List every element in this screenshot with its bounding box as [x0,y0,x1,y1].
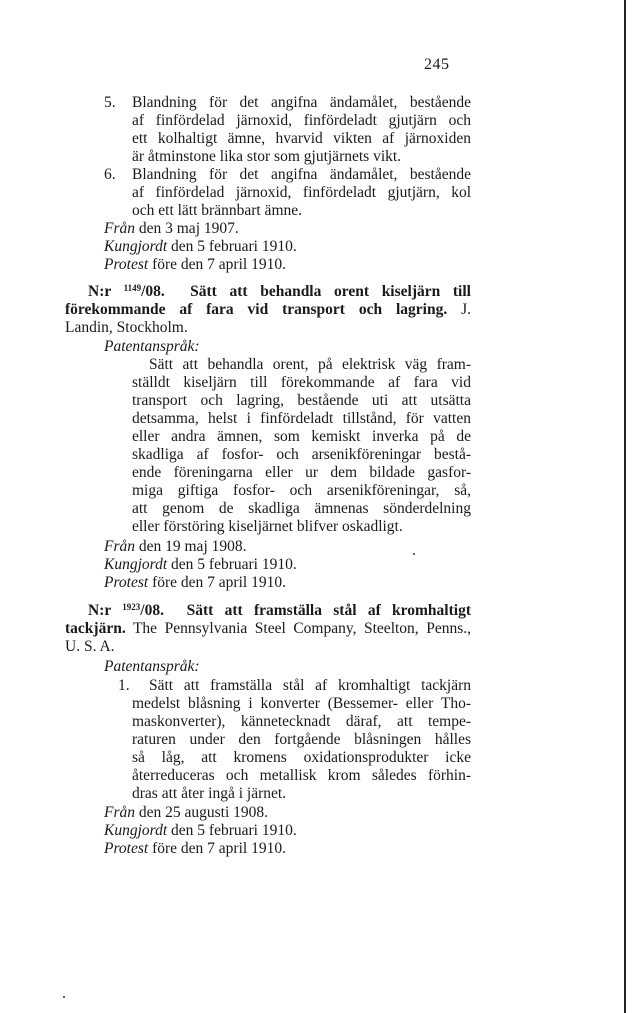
date-row-kungjordt [104,822,297,840]
date-row-fran [104,220,239,238]
date-label: Kungjordt [104,556,168,573]
claim-line: miga giftiga fosfor- och arsenikföreningar, så, [132,482,471,499]
date-row-fran [104,804,268,822]
patent-applicant: J. [461,301,472,318]
date-value: före den 7 april 1910. [152,574,286,591]
date-row-fran [104,538,247,556]
date-row-protest [104,256,286,274]
item-number: 6. [104,166,116,183]
claim-line: så låg, att kromens oxidationsprodukter icke [132,749,471,766]
ink-speck [413,553,415,555]
date-label: Kungjordt [104,822,168,839]
entry-heading-line-1 [88,283,471,301]
claim-line: eller förstöring kiseljärnet blifver oskadligt. [132,518,403,535]
claim-line: dras att åter ingå i järnet. [132,785,287,802]
item-line: ett kolhaltigt ämne, hvarvid vikten af järnoxiden [132,130,471,147]
ink-speck [63,996,65,998]
item-line: Blandning för det angifna ändamålet, bestående [132,166,471,183]
claim-line: Sätt att framställa stål af kromhaltigt tackjärn [149,677,471,694]
claim-line: detsamma, helst i finfördeladt tillstånd, för vatten [132,410,471,427]
date-label: Från [104,804,135,821]
patent-title: Sätt att framställa stål af kromhaltigt [186,602,471,619]
date-label: Protest [104,256,149,273]
date-label: Från [104,220,135,237]
item-line: och ett lätt brännbart ämne. [132,202,303,219]
page-number: 245 [424,56,450,73]
item-number: 5. [104,94,116,111]
date-label: Kungjordt [104,238,168,255]
patent-title: Sätt att behandla orent kiseljärn till [190,283,471,300]
claim-line: medelst blåsning i konverter (Bessemer- eller Tho- [132,695,471,712]
patent-applicant-continued: Landin, Stockholm. [65,319,188,336]
date-row-protest [104,574,286,592]
patent-title-continued: tackjärn. [65,620,126,637]
date-value: den 5 februari 1910. [171,556,297,573]
date-label: Protest [104,574,149,591]
claim-line: Sätt att behandla orent, på elektrisk väg fram- [149,356,471,373]
claim-line: att genom de skadliga ämnenas sönderdelning [132,500,471,517]
claim-line: maskonverter), kännetecknadt däraf, att tempe- [132,713,471,730]
date-value: den 5 februari 1910. [171,238,297,255]
date-value: den 5 februari 1910. [171,822,297,839]
claim-line: återreduceras och metallisk krom således förhin- [132,767,471,784]
date-value: före den 7 april 1910. [152,840,286,857]
item-line: af finfördelad järnoxid, finfördeladt gjutjärn och [132,112,471,129]
item-line: Blandning för det angifna ändamålet, bestående [132,94,471,111]
entry-heading-line-2 [65,620,471,638]
claim-heading: Patentanspråk: [104,658,200,675]
date-value: den 19 maj 1908. [138,538,247,555]
page-edge-line [624,0,626,1013]
date-value: före den 7 april 1910. [152,256,286,273]
patent-applicant-continued: U. S. A. [65,638,115,655]
date-value: den 25 augusti 1908. [138,804,269,821]
claim-line: transport och lagring, bestående uti att utsätta [132,392,471,409]
entry-heading-line-2 [65,301,471,319]
claim-line: raturen under den fortgående blåsningen hålles [132,731,471,748]
date-row-protest [104,840,286,858]
claim-line: ställdt kiseljärn till förekommande af fara vid [132,374,471,391]
claim-line: skadliga af fosfor- och arsenikföreningar bestå- [132,446,471,463]
date-label: Från [104,538,135,555]
patent-number: N:r $^{1149}$/08. [88,283,165,300]
entry-heading-line-1 [88,602,471,620]
claim-line: ende föreningarna eller ur dem bildade gasfor- [132,464,471,481]
date-row-kungjordt [104,238,297,256]
claim-line: eller andra ämnen, som kemiskt inverka på de [132,428,471,445]
item-line: af finfördelad järnoxid, finfördeladt gjutjärn, kol [132,184,471,201]
item-line: är åtminstone lika stor som gjutjärnets vikt. [132,148,402,165]
patent-number: N:r $^{1923}$/08. [88,602,164,619]
date-row-kungjordt [104,556,297,574]
patent-title-continued: förekommande af fara vid transport och lagring. [65,301,448,318]
claim-number: 1. [118,677,130,694]
date-label: Protest [104,840,149,857]
patent-applicant: The Pennsylvania Steel Company, Steelton, Penns., [132,620,471,637]
date-value: den 3 maj 1907. [138,220,239,237]
claim-heading: Patentanspråk: [104,338,200,355]
